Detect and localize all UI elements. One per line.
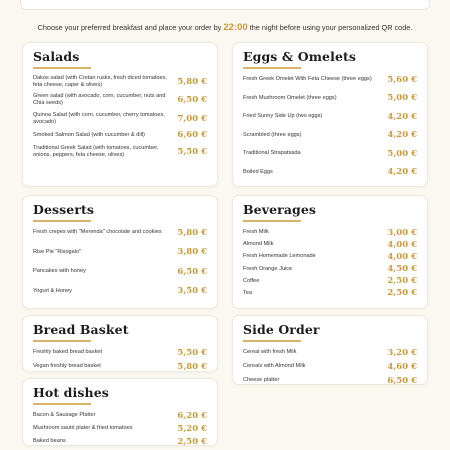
menu-item-price: 5,50 € <box>177 146 207 157</box>
menu-item-price: 5,00 € <box>387 148 417 159</box>
menu-item-price: 6,60 € <box>177 130 207 140</box>
menu-item-name: Pancakes with honey <box>33 268 86 274</box>
menu-item-name: Bacon & Sausage Platter <box>33 412 96 418</box>
menu-item-name: Cheese platter <box>243 377 280 383</box>
menu-item-name: Fried Sunny Side Up (two eggs) <box>243 113 323 119</box>
menu-item <box>243 167 417 177</box>
menu-item-name: Cereals with Almond Milk <box>243 363 306 369</box>
menu-item <box>33 112 207 126</box>
menu-item <box>243 362 417 372</box>
menu-item <box>243 276 417 286</box>
eggs-omelets-items <box>243 75 417 178</box>
menu-item <box>243 288 417 298</box>
salads-title: Salads <box>33 49 80 64</box>
menu-item <box>33 437 207 447</box>
menu-item-name: Scrambled (three eggs) <box>243 131 302 138</box>
beverages-items <box>243 228 417 299</box>
menu-item <box>33 411 207 421</box>
menu-item <box>243 75 417 85</box>
menu-item <box>33 247 207 257</box>
menu-item-price: 3,80 € <box>177 247 207 257</box>
menu-item-price: 4,00 € <box>387 251 417 262</box>
menu-item-price: 5,00 € <box>387 93 417 103</box>
menu-item-price: 5,20 € <box>177 423 207 434</box>
menu-item <box>243 149 417 159</box>
menu-item <box>243 240 417 250</box>
menu-item-price: 5,80 € <box>177 227 207 238</box>
menu-item <box>243 252 417 262</box>
menu-item-name: Fresh Mushroom Omelet (three eggs) <box>243 94 337 101</box>
menu-item-name: Fresh Homemade Lemonade <box>243 253 316 260</box>
desserts-items <box>33 228 207 297</box>
menu-item <box>33 130 207 140</box>
top-banner-edge <box>20 0 430 10</box>
menu-item-price: 4,00 € <box>387 239 417 250</box>
eggs-omelets-card <box>232 42 428 187</box>
beverages-card <box>232 195 428 309</box>
menu-item-name: Rise Pie "Risogalo" <box>33 248 82 255</box>
bread-basket-title-underline <box>33 340 91 342</box>
menu-item <box>243 228 417 238</box>
desserts-title-underline <box>33 220 91 222</box>
hot-dishes-title-underline <box>33 403 91 405</box>
menu-item-name: Traditional Strapatsada <box>243 150 301 156</box>
hot-dishes-items <box>33 411 207 447</box>
menu-item-name: Vegan freshly bread basket <box>33 363 101 369</box>
menu-item <box>33 75 207 89</box>
side-order-items <box>243 348 417 386</box>
menu-item-price: 3,50 € <box>177 286 207 296</box>
menu-item <box>33 267 207 277</box>
menu-item <box>33 348 207 358</box>
side-order-title: Side Order <box>243 322 320 337</box>
intro-text-before: Choose your preferred breakfast and place your order by <box>37 23 222 32</box>
menu-item-price: 4,60 € <box>387 361 417 372</box>
menu-item <box>33 424 207 434</box>
menu-item-price: 5,50 € <box>177 347 207 358</box>
menu-item-name: Smoked Salmon Salad (with cucumber & dill) <box>33 131 145 138</box>
side-order-card <box>232 315 428 385</box>
menu-item <box>33 362 207 372</box>
side-order-title-underline <box>243 340 301 342</box>
salads-items <box>33 75 207 159</box>
menu-item <box>33 286 207 296</box>
eggs-omelets-title: Eggs & Omelets <box>243 49 357 64</box>
menu-item-name: Fresh crepes with "Merenda" chocolate and cookies <box>33 229 162 235</box>
menu-item-name: Baked beans <box>33 438 66 444</box>
menu-item-price: 4,20 € <box>387 167 417 177</box>
menu-item-price: 4,50 € <box>387 264 417 275</box>
order-deadline-time: 22:00 <box>223 22 248 33</box>
bread-basket-title: Bread Basket <box>33 322 129 337</box>
menu-item <box>243 376 417 386</box>
menu-item-price: 2,50 € <box>387 276 417 287</box>
menu-item <box>243 130 417 140</box>
eggs-omelets-title-underline <box>243 67 301 69</box>
menu-item-price: 4,20 € <box>387 130 417 140</box>
menu-item <box>243 93 417 103</box>
menu-item-price: 3,00 € <box>387 227 417 238</box>
bread-basket-items <box>33 348 207 372</box>
salads-card <box>22 42 218 187</box>
menu-item-price: 6,50 € <box>177 95 207 105</box>
menu-item <box>243 348 417 358</box>
menu-item-price: 6,50 € <box>387 375 417 386</box>
menu-item-name: Cereal with fresh Milk <box>243 349 297 355</box>
menu-item-name: Mushroom sauté plater & fried tomatoes <box>33 425 133 431</box>
menu-item-name: Fresh Greek Omelet With Feta Cheese (three eggs) <box>243 76 372 82</box>
menu-item-price: 5,80 € <box>177 76 207 87</box>
menu-item-price: 7,00 € <box>177 113 207 124</box>
menu-item-price: 4,20 € <box>387 111 417 122</box>
menu-item-name: Almond Milk <box>243 241 274 248</box>
menu-item <box>33 145 207 159</box>
menu-item-price: 2,50 € <box>177 436 207 447</box>
menu-item-name: Tea <box>243 289 253 296</box>
menu-item-price: 5,80 € <box>177 361 207 372</box>
menu-item <box>243 264 417 274</box>
menu-item-name: Fresh Orange Juice <box>243 265 293 272</box>
salads-title-underline <box>33 67 91 69</box>
hot-dishes-title: Hot dishes <box>33 385 109 400</box>
menu-item-name: Traditional Greek Salad (with tomatoes, cucumber, onions, peppers, feta cheese, olives) <box>33 144 159 158</box>
menu-item-name: Freshly baked bread basket <box>33 349 103 355</box>
menu-item-price: 5,60 € <box>387 74 417 85</box>
menu-item-name: Green salad (with avocado, corn, cucumber, nuts and Chia seeds) <box>33 93 166 106</box>
menu-item-name: Boiled Eggs <box>243 168 273 175</box>
desserts-card <box>22 195 218 309</box>
menu-item-name: Fresh Milk <box>243 229 269 235</box>
menu-item-name: Dakos salad (with Cretan rusks, fresh diced tomatoes, feta cheese, caper & olives) <box>33 74 167 88</box>
menu-item-price: 2,50 € <box>387 288 417 299</box>
menu-item <box>33 93 207 107</box>
menu-item-price: 6,20 € <box>177 410 207 421</box>
desserts-title: Desserts <box>33 202 95 217</box>
bread-basket-card <box>22 315 218 372</box>
menu-item-name: Quinoa Salad (with corn, cucumber, cherry tomatoes, avocado) <box>33 111 165 125</box>
menu-item-price: 3,20 € <box>387 347 417 358</box>
order-instructions <box>0 22 450 33</box>
hot-dishes-card <box>22 378 218 446</box>
menu-item <box>33 228 207 238</box>
intro-text-after: the night before using your personalized QR code. <box>249 23 413 32</box>
menu-item-price: 6,50 € <box>177 266 207 277</box>
beverages-title: Beverages <box>243 202 317 217</box>
menu-item-name: Yogurt & Honey <box>33 287 72 294</box>
menu-item <box>243 112 417 122</box>
menu-item-name: Coffee <box>243 277 260 284</box>
beverages-title-underline <box>243 220 301 222</box>
